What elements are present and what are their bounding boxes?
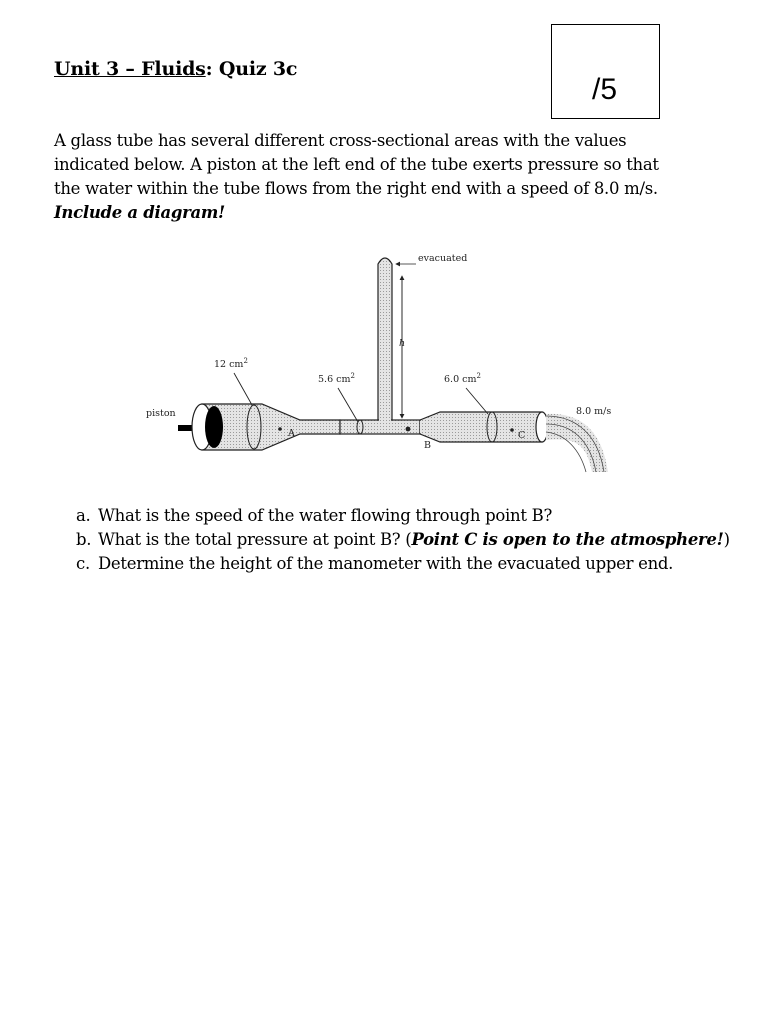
label-point-c: C: [518, 430, 526, 441]
piston-head: [205, 406, 223, 448]
label-point-a: A: [288, 428, 295, 439]
water-stream: [546, 414, 608, 472]
tube-diagram-svg: [140, 240, 640, 485]
label-point-b: B: [424, 440, 431, 451]
label-area-c: 6.0 $cm^2$: [444, 372, 481, 385]
label-outflow-speed: 8.0 m/s: [576, 406, 612, 417]
pointer-area-a: [234, 373, 252, 405]
intro-line-3: the water within the tube flows from the right end with a speed of 8.0 m/s.: [54, 179, 658, 198]
section-joint: [420, 421, 424, 433]
quiz-title: [54, 58, 297, 80]
intro-line-1: A glass tube has several different cross-sectional areas with the values: [54, 131, 627, 150]
question-marker: c.: [76, 554, 90, 573]
label-height: h: [399, 338, 406, 349]
question-text: Determine the height of the manometer with the evacuated upper end.: [98, 554, 674, 573]
question-marker: a.: [76, 506, 91, 525]
point-c-dot: [510, 428, 514, 432]
manometer-column: [378, 258, 392, 420]
title-unit: Unit 3 – Fluids: [54, 58, 206, 80]
question-tail: ): [723, 530, 730, 549]
point-b-dot: [406, 427, 411, 432]
label-area-b: 5.6 $cm^2$: [318, 372, 355, 385]
intro-instruction: Include a diagram!: [54, 203, 225, 222]
intro-line-2: indicated below. A piston at the left end of the tube exerts pressure so that: [54, 155, 659, 174]
pointer-area-c: [466, 388, 488, 414]
score-value: /5: [592, 73, 618, 106]
question-c: [76, 552, 736, 576]
title-quiz: Quiz 3c: [212, 58, 298, 80]
manometer-joint: [379, 416, 391, 422]
tube-diagram: [140, 240, 640, 485]
question-marker: b.: [76, 530, 92, 549]
question-list: [76, 504, 736, 576]
label-piston: piston: [146, 408, 176, 419]
title-separator: :: [205, 58, 213, 80]
question-text: What is the speed of the water flowing through point B?: [98, 506, 553, 525]
label-area-a: 12 $cm^2$: [214, 357, 248, 370]
label-evacuated: evacuated: [418, 253, 468, 264]
question-text: What is the total pressure at point B? (: [98, 530, 412, 549]
question-b: [76, 528, 736, 552]
problem-statement: [54, 129, 734, 225]
pointer-area-b: [338, 388, 358, 422]
score-box: [551, 24, 660, 119]
question-note: Point C is open to the atmosphere!: [411, 530, 724, 549]
point-a-dot: [278, 427, 282, 431]
question-a: [76, 504, 736, 528]
